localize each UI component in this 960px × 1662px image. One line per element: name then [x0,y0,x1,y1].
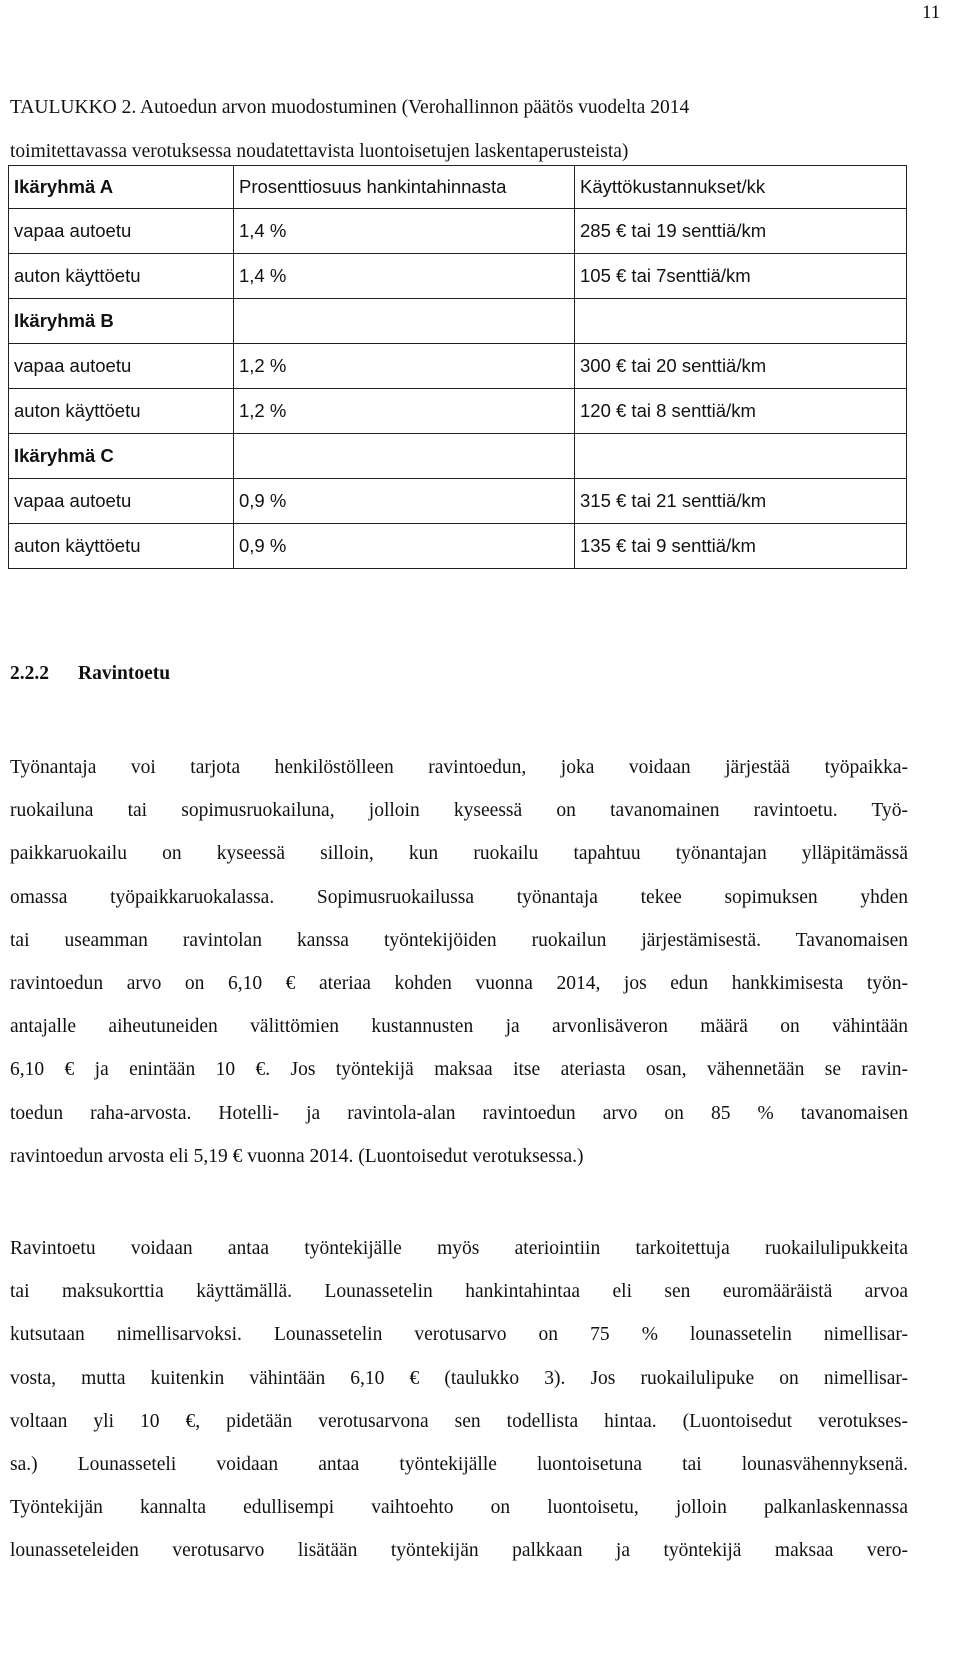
group-heading-cell: Ikäryhmä B [9,299,234,344]
paragraph-line: Työntekijän kannalta edullisempi vaihtoehto on luontoisetu, jolloin palkanlaskennassa [10,1497,908,1519]
table-cell [234,299,575,344]
section-title: Ravintoetu [78,663,171,684]
table-cell: 0,9 % [234,479,575,524]
paragraph-line: ravintoedun arvo on 6,10 € ateriaa kohden vuonna 2014, jos edun hankkimisesta työn- [10,972,908,994]
table-row [9,389,907,434]
paragraph-line: Ravintoetu voidaan antaa työntekijälle myös ateriointiin tarkoitettuja ruokailulipukkeita [10,1238,908,1259]
car-benefit-table [8,165,907,569]
page-number: 11 [922,2,941,23]
table-cell: 105 € tai 7senttiä/km [575,254,907,299]
table-cell: 300 € tai 20 senttiä/km [575,344,907,389]
paragraph-line: Työnantaja voi tarjota henkilöstölleen ravintoedun, joka voidaan järjestää työpaikka- [10,757,908,778]
table-cell: 0,9 % [234,524,575,569]
paragraph-line: kutsutaan nimellisarvoksi. Lounassetelin verotusarvo on 75 % lounassetelin nimellisar- [10,1324,908,1346]
paragraph-line: paikkaruokailu on kyseessä silloin, kun ruokailu tapahtuu työnantajan ylläpitämässä [10,843,908,865]
paragraph-line: ravintoedun arvosta eli 5,19 € vuonna 2014. (Luontoisedut verotuksessa.) [10,1145,584,1167]
paragraph-line: lounasseteleiden verotusarvo lisätään työntekijän palkkaan ja työntekijä maksaa vero- [10,1540,908,1562]
header-cell-age-group: Ikäryhmä A [9,166,234,209]
paragraph-line: tai useamman ravintolan kanssa työntekijöiden ruokailun järjestämisestä. Tavanomaisen [10,929,908,951]
table-row [9,209,907,254]
group-heading-cell: Ikäryhmä C [9,434,234,479]
table-row [9,344,907,389]
table-cell: 1,4 % [234,209,575,254]
section-number: 2.2.2 [10,663,49,684]
table-cell [575,434,907,479]
table-cell: vapaa autoetu [9,344,234,389]
table-cell: 285 € tai 19 senttiä/km [575,209,907,254]
paragraph-line: sa.) Lounasseteli voidaan antaa työntekijälle luontoisetuna tai lounasvähennyksenä. [10,1453,908,1475]
paragraph-line: omassa työpaikkaruokalassa. Sopimusruokailussa työnantaja tekee sopimuksen yhden [10,886,908,908]
section-heading [10,663,170,685]
table-cell: 1,2 % [234,389,575,434]
table-cell [234,434,575,479]
paragraph-line: 6,10 € ja enintään 10 €. Jos työntekijä maksaa itse ateriasta osan, vähennetään se ravin- [10,1059,908,1081]
header-cell-percentage: Prosenttiosuus hankintahinnasta [234,166,575,209]
table-row [9,254,907,299]
table-row [9,479,907,524]
paragraph-line: toedun raha-arvosta. Hotelli- ja ravintola-alan ravintoedun arvo on 85 % tavanomaisen [10,1102,908,1124]
table-cell: 135 € tai 9 senttiä/km [575,524,907,569]
header-cell-costs: Käyttökustannukset/kk [575,166,907,209]
table-cell: vapaa autoetu [9,479,234,524]
paragraph-line: vosta, mutta kuitenkin vähintään 6,10 € (taulukko 3). Jos ruokailulipuke on nimellisar- [10,1367,908,1389]
table-group-row [9,299,907,344]
table-cell: auton käyttöetu [9,254,234,299]
table-cell: vapaa autoetu [9,209,234,254]
table-caption-line: toimitettavassa verotuksessa noudatettavista luontoisetujen laskentaperusteista) [10,141,629,162]
table-header-row [9,166,907,209]
paragraph-line: ruokailuna tai sopimusruokailuna, jolloin kyseessä on tavanomainen ravintoetu. Työ- [10,800,908,822]
table-cell: 1,2 % [234,344,575,389]
paragraph-lunch-voucher [10,1227,908,1573]
paragraph-meal-benefit [10,746,908,1178]
table-row [9,524,907,569]
table-cell: 1,4 % [234,254,575,299]
paragraph-line: tai maksukorttia käyttämällä. Lounassetelin hankintahintaa eli sen euromääräistä arvoa [10,1281,908,1303]
table-caption-line: TAULUKKO 2. Autoedun arvon muodostuminen (Verohallinnon päätös vuodelta 2014 [10,97,690,118]
table-group-row [9,434,907,479]
table-caption [10,86,935,174]
table-cell [575,299,907,344]
table-cell: 315 € tai 21 senttiä/km [575,479,907,524]
table-cell: 120 € tai 8 senttiä/km [575,389,907,434]
paragraph-line: antajalle aiheutuneiden välittömien kustannusten ja arvonlisäveron määrä on vähintään [10,1016,908,1038]
table-cell: auton käyttöetu [9,524,234,569]
paragraph-line: voltaan yli 10 €, pidetään verotusarvona sen todellista hintaa. (Luontoisedut verotukses- [10,1410,908,1432]
table-cell: auton käyttöetu [9,389,234,434]
